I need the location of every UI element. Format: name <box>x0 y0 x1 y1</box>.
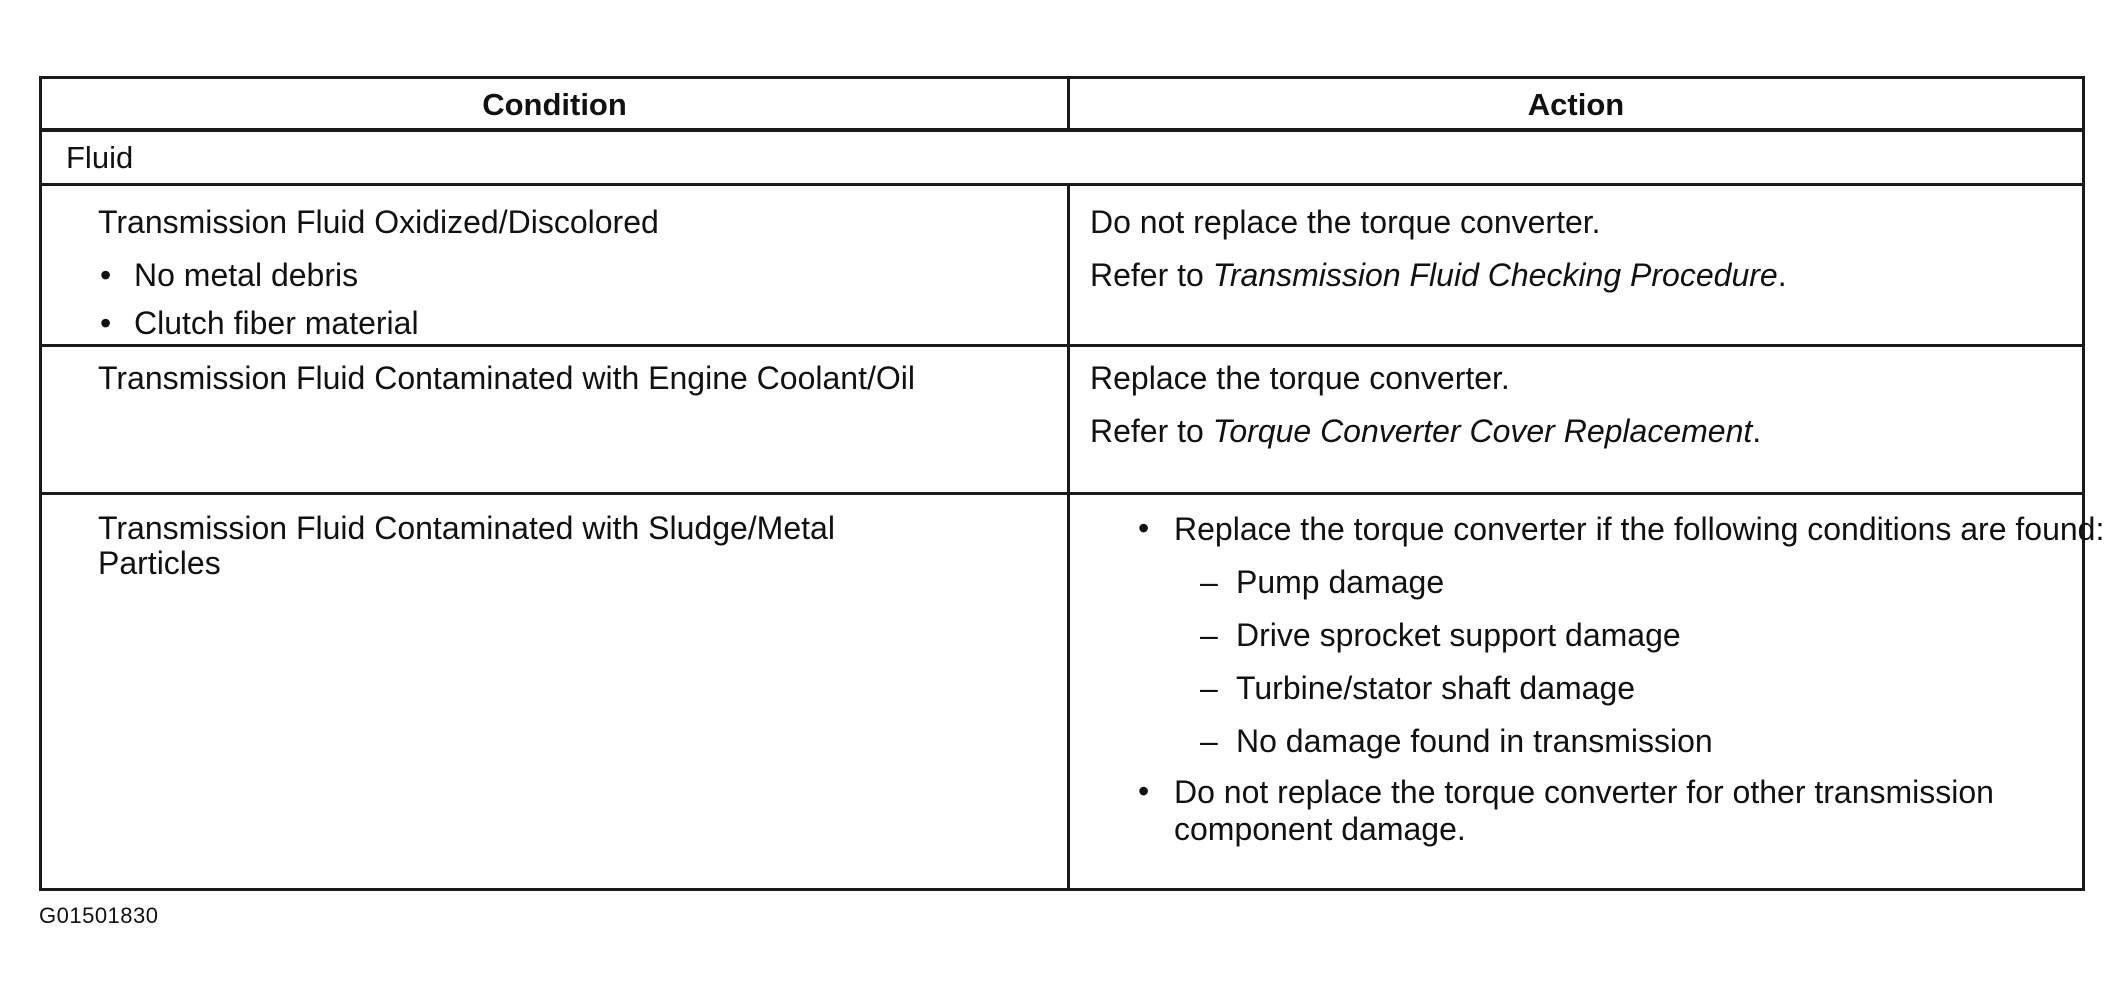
subitem-text: Turbine/stator shaft damage <box>1236 670 1636 706</box>
subitem-text: Drive sprocket support damage <box>1236 617 1681 653</box>
refer-prefix: Refer to <box>1090 413 1213 449</box>
action-subitem <box>1070 715 2114 768</box>
condition-cell <box>42 495 1070 888</box>
bullet-icon: • <box>1138 773 1150 809</box>
table-row <box>42 492 2105 888</box>
dash-icon: – <box>1200 670 1218 706</box>
dash-icon: – <box>1200 564 1218 600</box>
action-subitem <box>1070 662 2114 715</box>
condition-cell <box>42 347 1070 492</box>
dash-icon: – <box>1200 723 1218 759</box>
refer-suffix: . <box>1777 257 1787 293</box>
condition-title: Transmission Fluid Oxidized/Discolored <box>98 204 659 240</box>
action-subitem <box>1070 556 2114 609</box>
action-reference <box>1090 405 2082 458</box>
action-header: Action <box>1527 86 1625 122</box>
condition-bullet <box>98 249 1067 302</box>
action-bullet-text: Replace the torque converter if the following conditions are found: <box>1174 511 2105 547</box>
table-header-row <box>42 79 2082 129</box>
action-cell <box>1070 186 2082 344</box>
action-cell <box>1070 347 2082 492</box>
dash-icon: – <box>1200 617 1218 653</box>
section-label-fluid: Fluid <box>42 129 2082 183</box>
condition-bullet-text: No metal debris <box>134 257 359 293</box>
subitem-text: No damage found in transmission <box>1236 723 1713 759</box>
action-subitem <box>1070 609 2114 662</box>
condition-cell <box>42 186 1070 344</box>
diagnosis-table <box>39 76 2105 891</box>
condition-title: Transmission Fluid Contaminated with Sludge/Metal <box>98 510 835 546</box>
bullet-icon: • <box>100 257 112 293</box>
subitem-text: Pump damage <box>1236 564 1445 600</box>
refer-suffix: . <box>1752 413 1762 449</box>
refer-prefix: Refer to <box>1090 257 1213 293</box>
action-cell <box>1070 495 2114 888</box>
condition-title-continued: Particles <box>98 545 221 581</box>
table-row <box>42 183 2082 344</box>
figure-code: G01501830 <box>39 903 159 928</box>
condition-header: Condition <box>42 79 1070 128</box>
bullet-icon: • <box>100 305 112 341</box>
condition-bullet <box>98 305 1067 341</box>
bullet-icon: • <box>1138 510 1150 546</box>
action-text: Replace the torque converter. <box>1090 360 1510 396</box>
table-row <box>42 344 2082 492</box>
action-text: Do not replace the torque converter. <box>1090 204 1601 240</box>
action-bullet-text: Do not replace the torque converter for other transmission component damage. <box>1174 774 1994 847</box>
condition-title: Transmission Fluid Contaminated with Engine Coolant/Oil <box>98 360 915 396</box>
action-bullet <box>1070 511 2114 548</box>
reference-link[interactable]: Transmission Fluid Checking Procedure <box>1212 257 1778 293</box>
action-reference <box>1090 249 2082 302</box>
condition-bullet-text: Clutch fiber material <box>134 305 419 341</box>
reference-link[interactable]: Torque Converter Cover Replacement <box>1212 413 1753 449</box>
action-bullet <box>1070 774 2114 848</box>
